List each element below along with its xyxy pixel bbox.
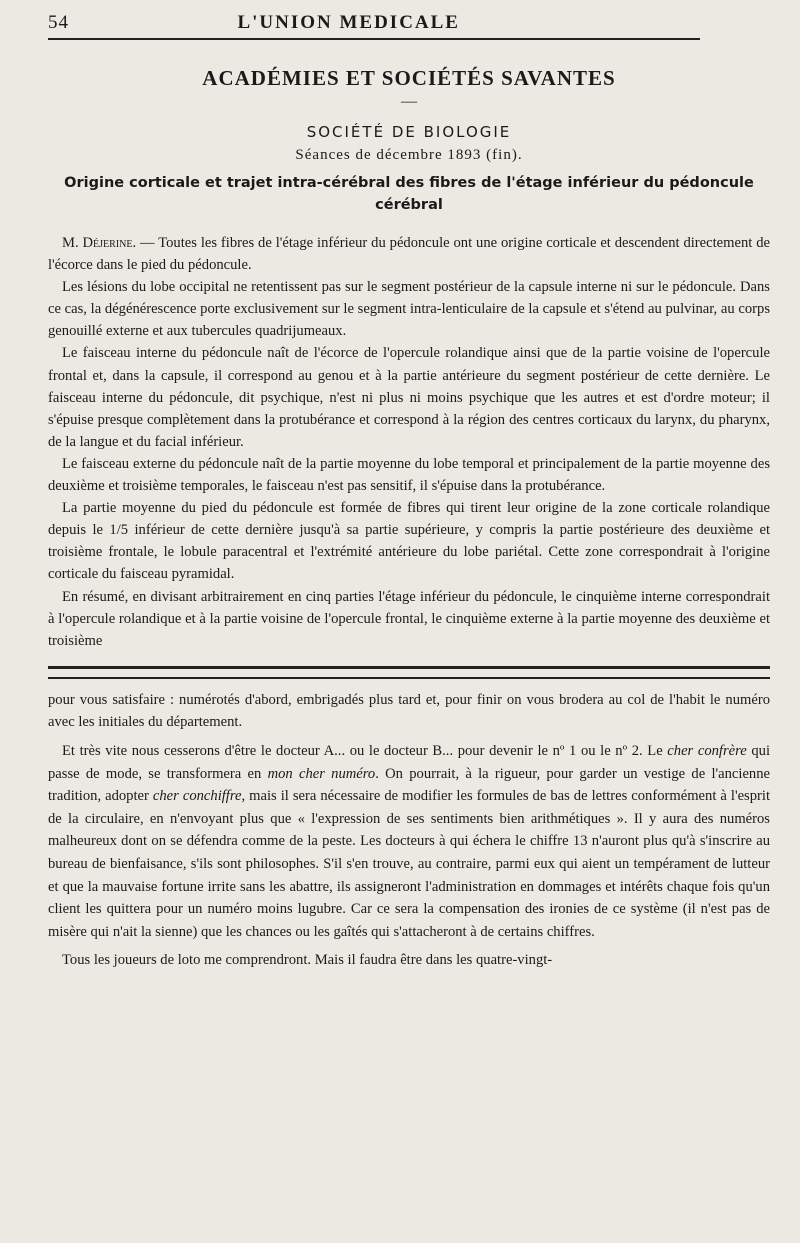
article-paragraph: Le faisceau interne du pédoncule naît de l'écorce de l'opercule rolandique ainsi que de la partie voisine de l'opercule frontal et, dans la capsule, il correspond au genou et à la partie antérieure du segment postérieur de cette dernière. Le faisceau interne du pédoncule, dit psychique, n'est ni plus ni moins psychique que les autres et est d'ordre moteur; il s'épuise presque complètement dans la protubérance et correspond à la région des centres corticaux du larynx, du pharynx, de la langue et du facial inférieur. [48, 345, 770, 450]
article-paragraph: La partie moyenne du pied du pédoncule est formée de fibres qui tirent leur origine de la zone corticale rolandique depuis le 1/5 inférieur de cette dernière jusqu'à sa partie supérieure, y compris la partie postérieure des deuxième et troisième frontale, le lobule paracentral et l'extrémité antérieure du lobe pariétal. Cette zone correspondrait à l'origine corticale du faisceau pyramidal. [48, 500, 770, 583]
feuilleton-paragraph: Tous les joueurs de loto me comprendront. Mais il faudra être dans les quatre-vingt- [62, 952, 553, 969]
running-head [48, 12, 700, 40]
sessions-line: Séances de décembre 1893 (fin). [295, 147, 523, 163]
italic-phrase: cher conchiffre [152, 788, 242, 805]
text-span: Et très vite nous cesserons d'être le docteur A... ou le docteur B... pour devenir le nº 1 ou le nº 2. Le [62, 742, 668, 759]
text-span: , mais il sera nécessaire de modifier les formules de bas de lettres conformément à l'esprit de la circulaire, en n'envoyant plus que « l'expression de ses sentiments bien arithmétiques ». Il y aura des numéros malheureux dont on se défendra comme de la peste. Les docteurs à qui échera le chiffre 13 n'auront plus qu'à s'inscrire au bureau de bienfaisance, s'ils sont philosophes. S'il s'en trouve, au contraire, parmi eux qui aient un tempérament de lutteur et que la mauvaise fortune irrite sans les abattre, ils assigneront l'administration en dommages et intérêts chaque fois qu'un client les quittera pour un numéro moins lugubre. Car ce sera la compensation des ironies de ce système (il n'est pas de misère qui n'ait la sienne) que les chances ou les gaîtés qui s'attacheront à de certains chiffres. [48, 788, 770, 940]
section-dash: — [401, 93, 417, 110]
article-body [48, 232, 770, 652]
article-title: Origine corticale et trajet intra-cérébral des fibres de l'étage inférieur du pédoncule cérébral [64, 175, 754, 213]
text-span: qui passe de mode, se transformera en [48, 742, 771, 782]
article-paragraph: En résumé, en divisant arbitrairement en cinq parties l'étage inférieur du pédoncule, le cinquième interne correspondrait à l'opercule rolandique et à la partie voisine de l'opercule frontal, le cinquième externe à la partie moyenne des deuxième et troisième [48, 588, 770, 649]
journal-title: L'UNION MEDICALE [237, 12, 460, 33]
italic-phrase: cher confrère [667, 742, 747, 759]
italic-phrase: mon cher numéro [267, 765, 376, 782]
feuilleton-paragraph: pour vous satisfaire : numérotés d'abord, embrigadés plus tard et, pour finir on vous brodera au col de l'habit le numéro avec les initiales du département. [48, 691, 770, 731]
text-span: . On pourrait, à la rigueur, pour garder un vestige de l'ancienne tradition, adopter [48, 765, 770, 805]
feuilleton-divider [48, 666, 770, 679]
article-paragraph: Les lésions du lobe occipital ne retentissent pas sur le segment postérieur de la capsule interne ni sur le pédoncule. Dans ce cas, la dégénérescence porte exclusivement sur le segment intra-lenticulaire de la capsule et s'étend au pulvinar, au corps genouillé externe et aux tubercules quadrijumeaux. [48, 279, 770, 340]
paragraph-text: — Toutes les fibres de l'étage inférieur du pédoncule ont une origine corticale et descendent directement de l'écorce dans le pied du pédoncule. [48, 235, 770, 274]
feuilleton-paragraph [48, 740, 770, 943]
feuilleton-body [48, 689, 770, 972]
society-heading: SOCIÉTÉ DE BIOLOGIE [306, 123, 512, 141]
article-paragraph: Le faisceau externe du pédoncule naît de la partie moyenne du lobe temporal et principalement de la partie moyenne des deuxième et troisième temporales, le faisceau n'est pas sensitif, il s'épuise dans la protubérance. [48, 455, 770, 495]
author-name: M. Déjerine. [62, 235, 137, 251]
page-number: 54 [48, 12, 69, 33]
article-paragraph [48, 232, 770, 276]
section-title: ACADÉMIES ET SOCIÉTÉS SAVANTES [202, 66, 616, 90]
